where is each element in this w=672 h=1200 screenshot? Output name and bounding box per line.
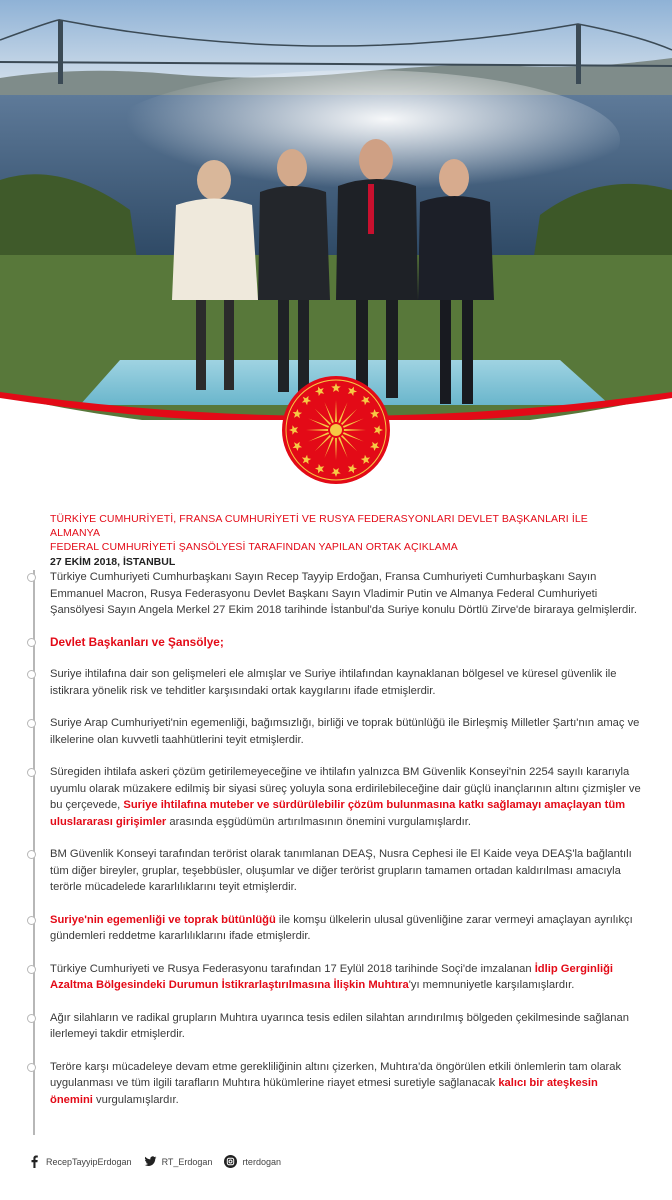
paragraph-8: [50, 1059, 642, 1109]
paragraph-3-text-a: Süregiden ihtilafa askeri çözüm getirilemeyeceğine ve ihtilafın yalnızca BM Güvenlik Konseyi'nin 2254 sayılı kararıyla uyumlu olarak müzakere edilmiş bir siyasi süreç yoluyla sona erdirilebileceğine dair güçlü inançlarının altını çizmişler ve bu çerçevede,: [50, 766, 641, 811]
social-footer: [28, 1155, 293, 1168]
instagram-handle: rterdogan: [242, 1156, 281, 1167]
instagram-icon: [224, 1155, 237, 1168]
section-title: [50, 634, 642, 651]
paragraph-5: [50, 912, 642, 945]
twitter-link[interactable]: [144, 1155, 213, 1168]
statement-date: 27 EKİM 2018, İSTANBUL: [50, 556, 176, 568]
twitter-icon: [144, 1155, 157, 1168]
instagram-link[interactable]: [224, 1155, 281, 1168]
intro-text: Türkiye Cumhuriyeti Cumhurbaşkanı Sayın Recep Tayyip Erdoğan, Fransa Cumhuriyeti Cumhurbaşkanı Sayın Emmanuel Macron, Rusya Federasyonu Devlet Başkanı Sayın Vladimir Putin ve Almanya Federal Cumhuriyeti Şansölyesi Sayın Angela Merkel 27 Ekim 2018 tarihinde İstanbul'da Suriye konulu Dörtlü Zirve'de biraraya gelmişlerdir.: [50, 571, 637, 616]
presidential-seal-icon: [280, 374, 392, 486]
paragraph-2: [50, 715, 642, 748]
paragraph-1: [50, 666, 642, 699]
paragraph-6: [50, 961, 642, 994]
paragraph-8-highlight: kalıcı bir ateşkesin önemini: [50, 1077, 598, 1106]
paragraph-8-text-b: vurgulamışlardır.: [92, 1093, 179, 1106]
paragraph-6-text-b: 'yı memnuniyetle karşılamışlardır.: [408, 979, 575, 991]
paragraph-2-text: Suriye Arap Cumhuriyeti'nin egemenliği, bağımsızlığı, birliği ve toprak bütünlüğü ile Birleşmiş Milletler Şartı'nın amaç ve ilkelerine olan kuvvetli taahhütlerini teyit etmişlerdir.: [50, 717, 640, 746]
paragraph-5-text-b: ile komşu ülkelerin ulusal güvenliğine zarar vermeyi amaçlayan ayrılıkçı gündemleri reddetme kararlılıklarını ifade etmişlerdir.: [50, 913, 633, 942]
paragraph-6-text-a: Türkiye Cumhuriyeti ve Rusya Federasyonu tarafından 17 Eylül 2018 tarihinde Soçi'de imzalanan: [50, 962, 535, 975]
paragraph-7: [50, 1010, 642, 1043]
paragraph-3-highlight: Suriye ihtilafına muteber ve sürdürülebilir çözüm bulunmasına katkı sağlamayı amaçlayan tüm uluslararası girişimler: [50, 799, 626, 828]
paragraph-4-text: BM Güvenlik Konseyi tarafından terörist olarak tanımlanan DEAŞ, Nusra Cephesi ile El Kaide veya DEAŞ'la bağlantılı tüm diğer bireyler, gruplar, teşebbüsler, oluşumlar ve diğer terörist grupların tamamen ortadan kaldırılması amacıyla terörle mücadelede kararlılıklarını teyit etmişlerdir.: [50, 848, 632, 893]
paragraph-5-highlight: Suriye'nin egemenliği ve toprak bütünlüğü: [50, 913, 276, 926]
paragraph-7-text: Ağır silahların ve radikal grupların Muhtıra uyarınca tesis edilen silahtan arındırılmış bölgeden çekilmesinde sağlanan ilerlemeyi takdir etmişlerdir.: [50, 1011, 629, 1040]
paragraph-4: [50, 846, 642, 896]
paragraph-3-text-b: arasında eşgüdümün artırılmasının önemini vurgulamışlardır.: [166, 815, 471, 828]
paragraph-3: [50, 764, 642, 830]
paragraph-6-highlight: İdlip Gerginliği Azaltma Bölgesindeki Durumun İstikrarlaştırılmasına İlişkin Muhtıra: [50, 962, 614, 991]
intro-paragraph: [50, 569, 642, 619]
twitter-handle: RT_Erdogan: [161, 1156, 213, 1167]
statement-header: [50, 512, 640, 569]
facebook-handle: RecepTayyipErdogan: [46, 1156, 132, 1167]
statement-body: [50, 569, 642, 1108]
paragraph-8-text-a: Teröre karşı mücadeleye devam etme gerekliliğinin altını çizerken, Muhtıra'da öngörülen etkili önlemlerin tam olarak uygulanması ve tüm ilgili tarafların Muhtıra hükümlerine riayet etmesi suretiyle sağlanacak: [50, 1060, 622, 1089]
section-title-text: Devlet Başkanları ve Şansölye;: [50, 634, 224, 649]
hero-photo: [0, 0, 672, 420]
header-title-line-1: TÜRKİYE CUMHURİYETİ, FRANSA CUMHURİYETİ VE RUSYA FEDERASYONLARI DEVLET BAŞKANLARI İLE ALMANYA: [50, 513, 588, 539]
facebook-icon: [28, 1155, 41, 1168]
facebook-link[interactable]: [28, 1155, 132, 1168]
paragraph-1-text: Suriye ihtilafına dair son gelişmeleri ele almışlar ve Suriye ihtilafından kaynaklanan bölgesel ve küresel güvenlik ile istikrara yönelik risk ve tehditler karşısındaki ortak kaygılarını ifade etmişlerdir.: [50, 668, 617, 697]
header-title-line-2: FEDERAL CUMHURİYETİ ŞANSÖLYESİ TARAFINDAN YAPILAN ORTAK AÇIKLAMA: [50, 541, 458, 553]
